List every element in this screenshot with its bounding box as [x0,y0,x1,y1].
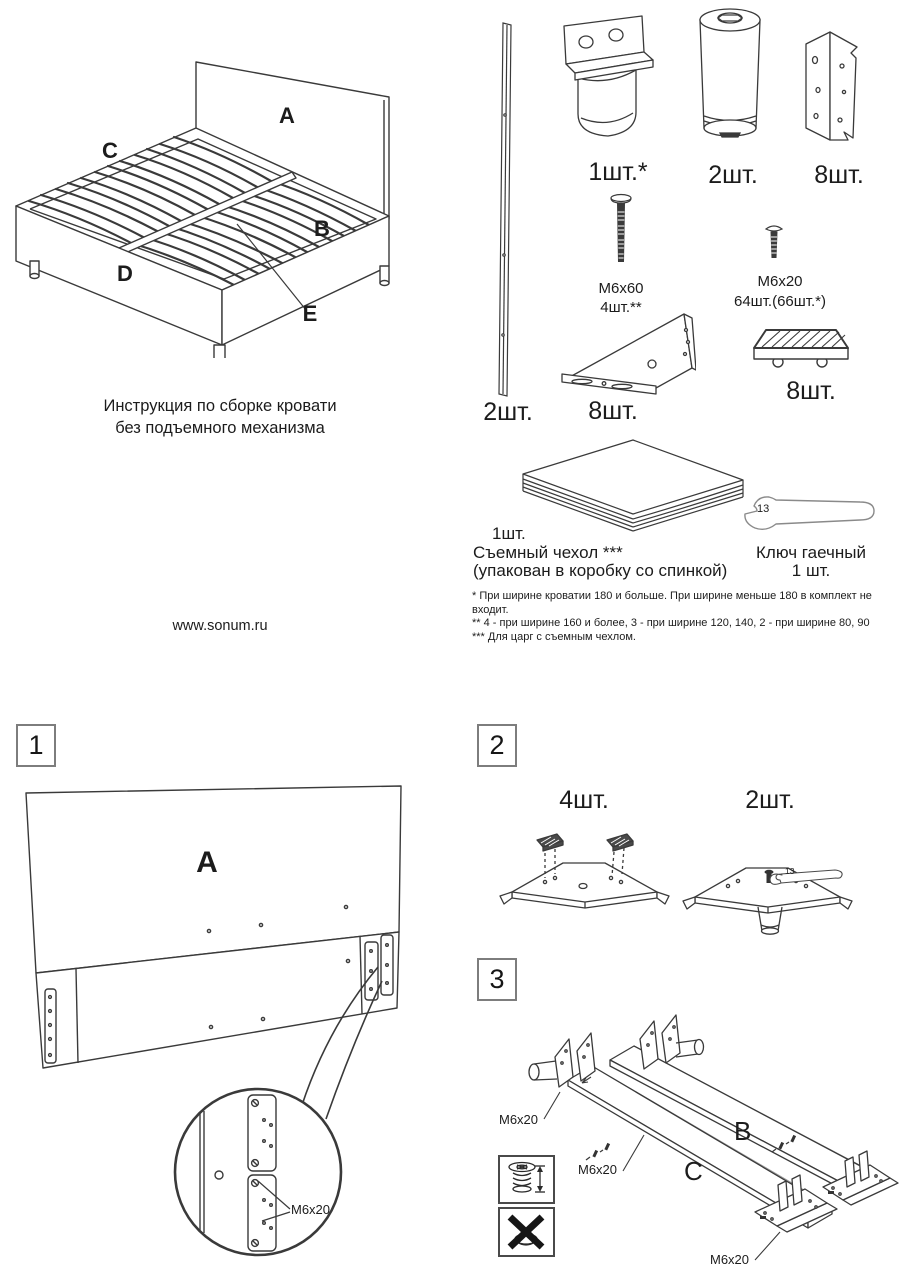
step3-callout-bottom: M6x20 [710,1252,750,1267]
wrench-name: Ключ гаечный [756,543,866,562]
bed-assembly-diagram [8,8,438,358]
step-1-number [16,724,56,767]
footnote-2: ** 4 - при ширине 160 и более, 3 - при ширине 120, 140, 2 - при ширине 80, 90 [472,617,870,629]
screw-m6x20-part [764,224,784,262]
corner-angle-part [800,28,866,150]
triangle-bracket-qty: 8шт. [588,397,638,425]
cover-note: (упакован в коробку со спинкой) [473,561,728,580]
step1-screw-callout: M6x20 [291,1202,331,1217]
step3-rail-c-label: C [684,1156,703,1186]
step-3-number-text: 3 [489,964,505,994]
screw-depth-ok-box [498,1155,555,1204]
step-2-number [477,724,517,767]
bed-label-left-rail: C [102,138,118,163]
website-url: www.sonum.ru [172,618,268,634]
wrench-size-mark: 13 [757,503,770,515]
cylinder-leg-qty: 2шт. [708,161,758,189]
wall-bracket-qty: 1шт.* [588,158,648,186]
screw-cross-warning-icon [500,1209,553,1255]
footnote-1: * При ширине кроватии 180 и больше. При ширине меньше 180 в комплект не входит. [472,590,872,616]
bolt-qty: 4шт.** [600,299,642,316]
side-strip-qty: 2шт. [483,398,533,426]
glide-pad-part [748,328,852,376]
screw-size-label: M6x20 [757,273,803,290]
wrench-qty: 1 шт. [791,561,831,580]
bed-label-headboard: A [279,103,295,128]
corner-angle-qty: 8шт. [814,161,864,189]
cylinder-leg-part [696,4,764,144]
bed-label-footboard: D [117,261,133,286]
step2-diagram [495,830,865,945]
bolt-size-label: M6x60 [598,280,644,297]
step-1-number-text: 1 [28,730,44,760]
step3-callout-mid: M6x20 [578,1162,618,1177]
step2-left-qty: 4шт. [559,786,609,814]
glide-pad-qty: 8шт. [786,377,836,405]
step1-panel-label: A [196,846,218,879]
screw-wrong-warning-box [498,1207,555,1257]
footnotes [472,590,892,644]
step-2-number-text: 2 [489,730,505,760]
step3-rail-b-label: B [734,1116,752,1146]
triangle-bracket-part [556,308,696,396]
page-title-line1: Инструкция по сборке кровати [103,397,337,415]
screw-qty: 64шт.(66шт.*) [733,293,826,310]
screw-depth-ok-icon [500,1157,553,1202]
bolt-m6x60-part [608,192,634,266]
step3-callout-left: M6x20 [499,1112,539,1127]
step2-right-qty: 2шт. [745,786,795,814]
bed-label-center-rail: E [302,301,318,326]
footnote-3: *** Для царг с съемным чехлом. [472,630,636,643]
step2-wrench-size-mark: 13 [785,866,795,876]
cover-name: Съемный чехол *** [473,543,623,562]
step-3-number [477,958,517,1001]
wall-bracket-part [556,14,656,154]
cover-qty: 1шт. [492,524,526,543]
side-strip-part [494,22,520,398]
page-title [55,395,385,439]
bed-label-right-rail: B [314,216,330,241]
page-title-line2: без подъемного механизма [115,419,325,437]
